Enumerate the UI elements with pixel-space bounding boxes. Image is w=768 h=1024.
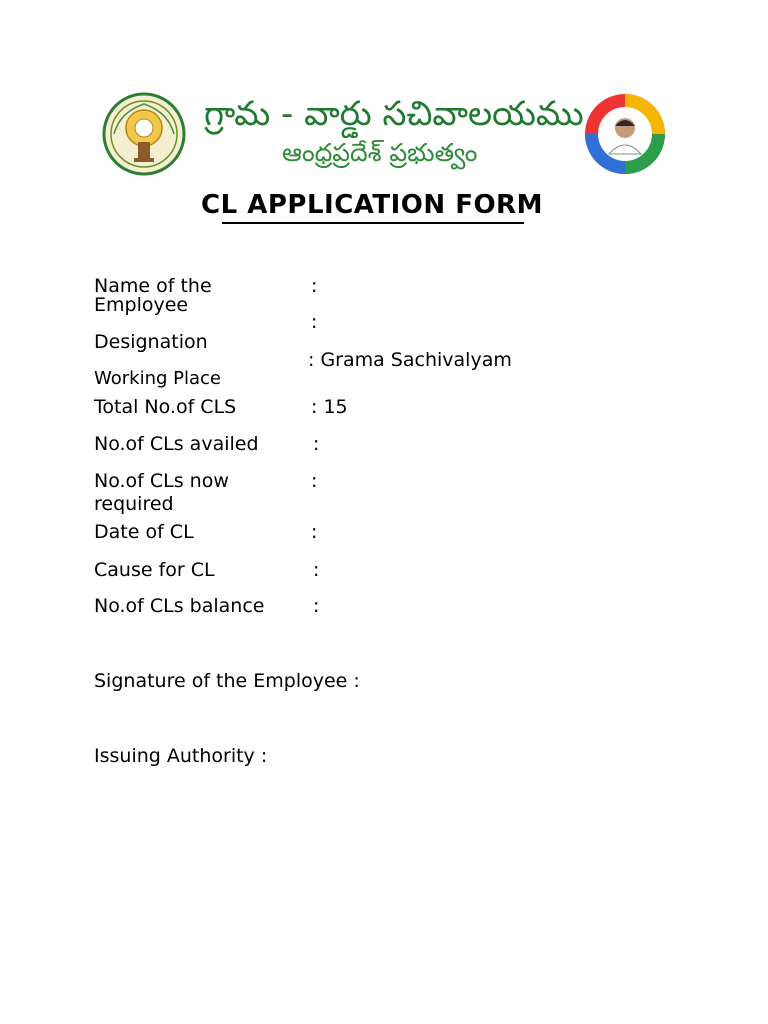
cls-required-label-line2: required [94,493,174,515]
total-cls-label: Total No.of CLS [94,396,237,418]
balance-colon: : [313,595,320,617]
signature-label: Signature of the Employee : [94,670,360,692]
cls-availed-label: No.of CLs availed [94,433,259,455]
header-subtitle-telugu: ఆంధ్రప్రదేశ్ ప్రభుత్వం [282,138,478,167]
header-title-telugu: గ్రామ - వార్డు సచివాలయము [204,94,584,134]
cause-label: Cause for CL [94,559,215,581]
working-place-value: : Grama Sachivalyam [308,349,512,371]
form-title: CL APPLICATION FORM [201,190,543,220]
cause-colon: : [313,559,320,581]
navaratnalu-cm-logo-icon [582,92,668,176]
document-header [96,88,672,180]
cls-required-colon: : [311,470,318,492]
title-underline [222,222,524,224]
date-of-cl-label: Date of CL [94,521,194,543]
name-label-line2: Employee [94,294,189,316]
date-of-cl-colon: : [311,521,318,543]
ap-state-emblem-icon [100,92,188,176]
cls-availed-colon: : [313,433,320,455]
name-colon: : [311,275,318,297]
balance-label: No.of CLs balance [94,595,265,617]
issuing-authority-label: Issuing Authority : [94,745,268,767]
name-label-line1: Name of the [94,275,212,297]
designation-label: Designation [94,331,208,353]
cls-required-label-line1: No.of CLs now [94,470,229,492]
working-place-label: Working Place [94,368,221,389]
total-cls-value: : 15 [311,396,348,418]
designation-colon: : [311,311,318,333]
